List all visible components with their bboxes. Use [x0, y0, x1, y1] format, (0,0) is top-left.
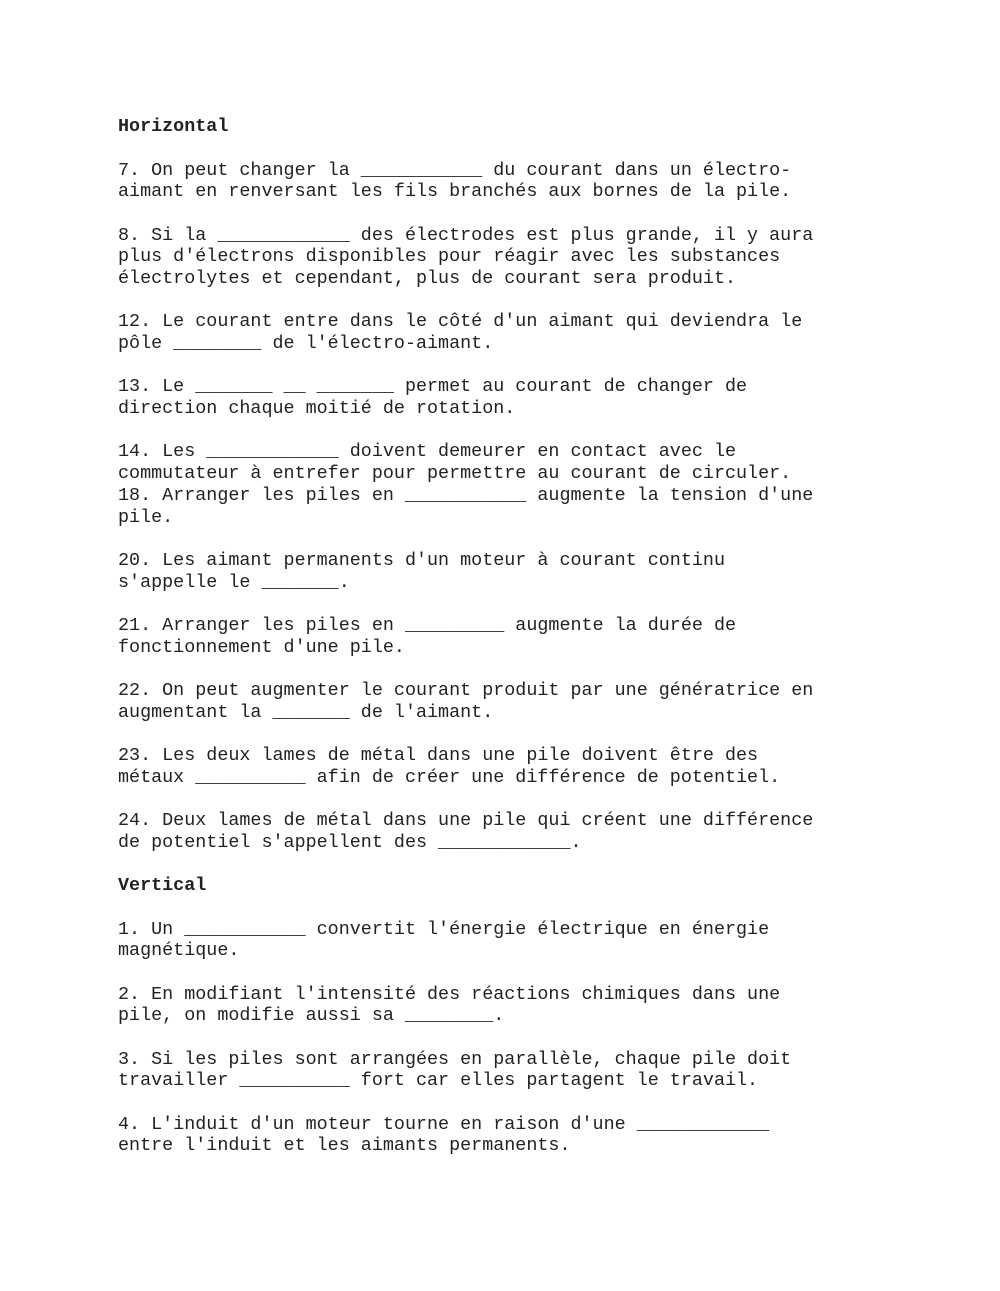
- question-item: [118, 441, 878, 484]
- section-heading-horizontal: Horizontal: [118, 116, 229, 137]
- question-item: [118, 225, 878, 290]
- question-line: 24. Deux lames de métal dans une pile qui créent une différence: [118, 809, 814, 831]
- question-item: [118, 615, 878, 658]
- question-line: de potentiel s'appellent des ____________.: [118, 831, 582, 853]
- question-line: travailler __________ fort car elles partagent le travail.: [118, 1070, 759, 1092]
- question-item: [118, 680, 878, 723]
- question-item: [118, 485, 878, 528]
- question-line: 7. On peut changer la ___________ du courant dans un électro-: [118, 159, 792, 181]
- question-item: [118, 919, 878, 962]
- question-item: [118, 1114, 878, 1157]
- question-item: [118, 311, 878, 354]
- question-line: 12. Le courant entre dans le côté d'un aimant qui deviendra le: [118, 311, 803, 333]
- question-line: augmentant la _______ de l'aimant.: [118, 701, 494, 723]
- question-line: magnétique.: [118, 940, 240, 962]
- question-line: 21. Arranger les piles en _________ augmente la durée de: [118, 614, 737, 636]
- question-line: 14. Les ____________ doivent demeurer en contact avec le: [118, 441, 737, 463]
- question-line: 4. L'induit d'un moteur tourne en raison d'une ____________: [118, 1113, 770, 1135]
- question-line: électrolytes et cependant, plus de courant sera produit.: [118, 268, 737, 290]
- question-line: 20. Les aimant permanents d'un moteur à courant continu: [118, 549, 725, 571]
- question-item: [118, 745, 878, 788]
- question-item: [118, 376, 878, 419]
- question-line: direction chaque moitié de rotation.: [118, 398, 516, 420]
- question-line: 18. Arranger les piles en ___________ augmente la tension d'une: [118, 484, 814, 506]
- question-line: pile.: [118, 506, 174, 528]
- question-line: pile, on modifie aussi sa ________.: [118, 1005, 505, 1027]
- question-line: 2. En modifiant l'intensité des réactions chimiques dans une: [118, 983, 781, 1005]
- question-line: pôle ________ de l'électro-aimant.: [118, 333, 494, 355]
- question-line: aimant en renversant les fils branchés aux bornes de la pile.: [118, 181, 792, 203]
- question-line: plus d'électrons disponibles pour réagir avec les substances: [118, 246, 781, 268]
- question-item: [118, 984, 878, 1027]
- question-line: 22. On peut augmenter le courant produit par une génératrice en: [118, 679, 814, 701]
- question-item: [118, 160, 878, 203]
- question-line: 3. Si les piles sont arrangées en parallèle, chaque pile doit: [118, 1048, 792, 1070]
- question-line: s'appelle le _______.: [118, 571, 350, 593]
- question-line: fonctionnement d'une pile.: [118, 636, 405, 658]
- question-item: [118, 550, 878, 593]
- worksheet-page: [118, 116, 878, 1179]
- question-item: [118, 1049, 878, 1092]
- question-line: métaux __________ afin de créer une différence de potentiel.: [118, 766, 781, 788]
- question-line: 13. Le _______ __ _______ permet au courant de changer de: [118, 376, 748, 398]
- question-item: [118, 810, 878, 853]
- question-line: commutateur à entrefer pour permettre au courant de circuler.: [118, 463, 792, 485]
- question-line: 23. Les deux lames de métal dans une pile doivent être des: [118, 744, 759, 766]
- section-heading-vertical: Vertical: [118, 874, 207, 896]
- question-line: 8. Si la ____________ des électrodes est plus grande, il y aura: [118, 224, 814, 246]
- question-line: 1. Un ___________ convertit l'énergie électrique en énergie: [118, 918, 770, 940]
- question-line: entre l'induit et les aimants permanents.: [118, 1135, 571, 1157]
